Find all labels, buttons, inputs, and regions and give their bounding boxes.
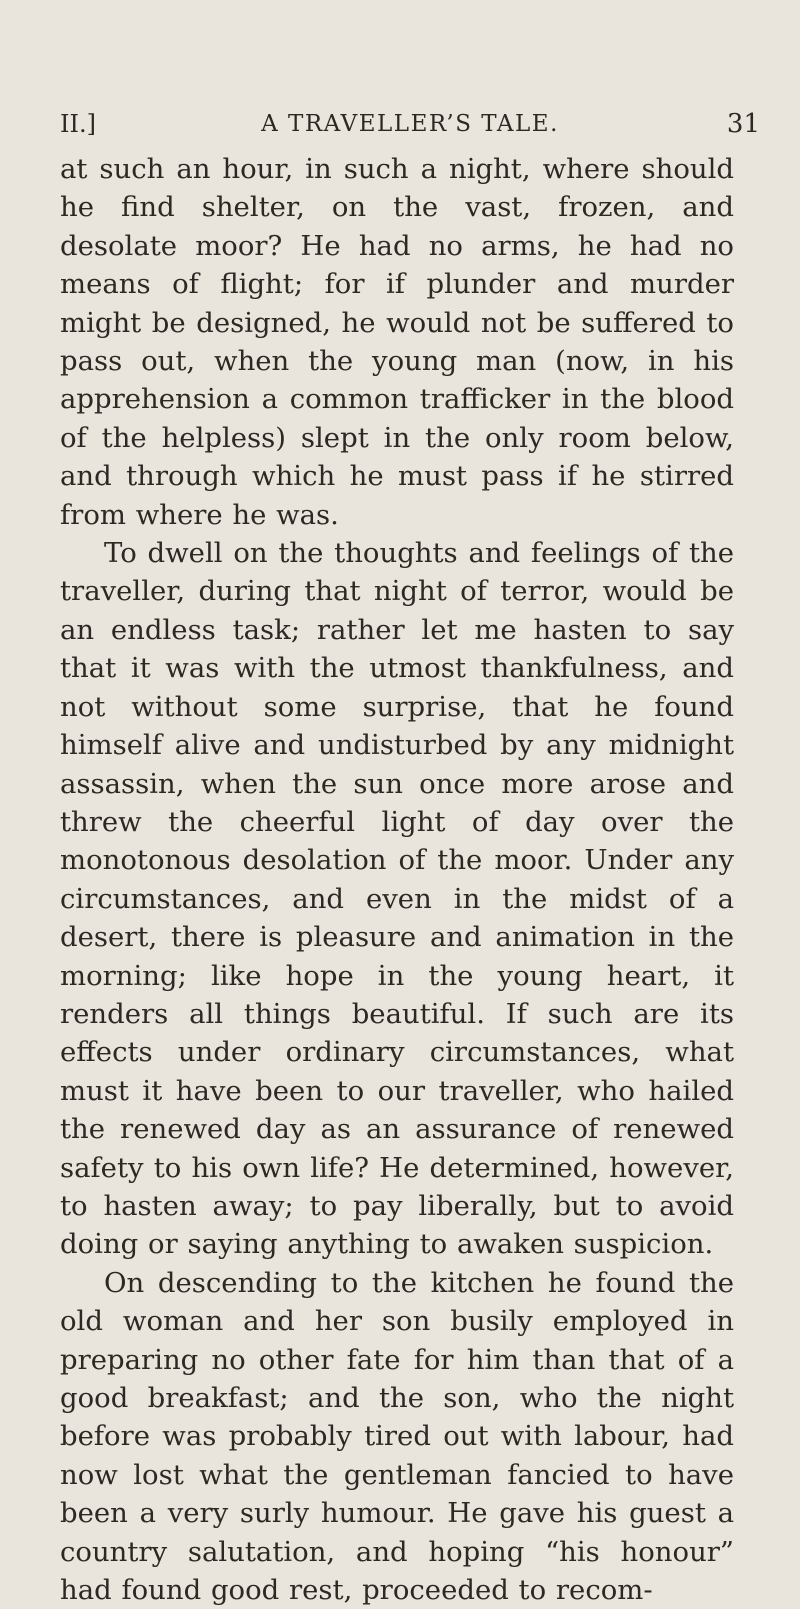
paragraph-continuation: at such an hour, in such a night, where should he find shelter, on the vast, frozen, and desolate moor? He had no arms, he had no means of flight; for if plunder and murder might be designed, he would not be suffered to pass out, when the young man (now, in his apprehension a common trafficker in the blood of the helpless) slept in the only room below, and through which he must pass if he stirred from where he was.: [60, 153, 734, 531]
page-number: 31: [726, 109, 760, 139]
chapter-marker: II.]: [60, 110, 96, 138]
paragraph-kitchen: On descending to the kitchen he found the old woman and her son busily employed in preparing no other fate for him than that of a good breakfast; and the son, who the night before was probably tired out with labour, had now lost what the gentleman fancied to have been a very surly humour. He gave his guest a country salutation, and hoping “his honour” had found good rest, proceeded to recom-: [60, 1266, 734, 1607]
body-text: [60, 150, 734, 1609]
running-title: A TRAVELLER’S TALE.: [261, 111, 559, 137]
paragraph-traveller-night: To dwell on the thoughts and feelings of the traveller, during that night of terror, would be an endless task; rather let me hasten to say that it was with the utmost thankfulness, and not without some surprise, that he found himself alive and undisturbed by any midnight assassin, when the sun once more arose and threw the cheerful light of day over the monotonous desolation of the moor. Under any circumstances, and even in the midst of a desert, there is pleasure and animation in the morning; like hope in the young heart, it renders all things beautiful. If such are its effects under ordinary circumstances, what must it have been to our traveller, who hailed the renewed day as an assurance of renewed safety to his own life? He determined, however, to hasten away; to pay liberally, but to avoid doing or saying anything to awaken suspicion.: [60, 537, 734, 1261]
running-head: [60, 106, 760, 142]
